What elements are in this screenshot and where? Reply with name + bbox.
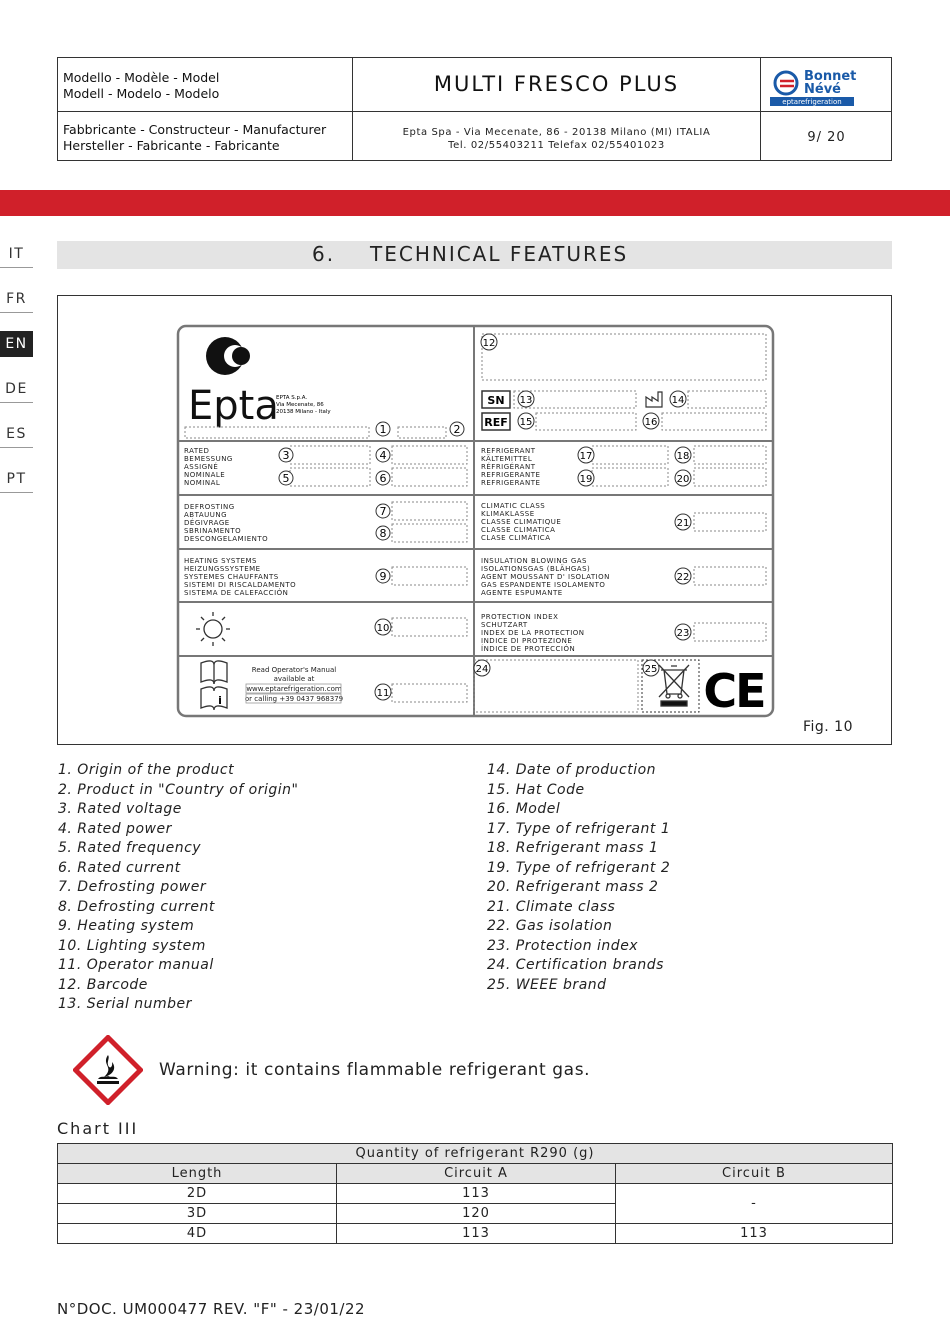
manufacturer-address — [353, 126, 760, 152]
callout-23 — [675, 624, 691, 640]
figure-box — [57, 295, 892, 745]
rated-label-1: RATED — [184, 447, 210, 455]
list-item: 4. Rated power — [58, 820, 172, 837]
rated-label-5: NOMINAL — [184, 479, 221, 487]
list-item: 14. Date of production — [487, 762, 657, 778]
svg-text:12: 12 — [482, 338, 496, 349]
manual-text-4: or calling +39 0437 968379 — [244, 695, 344, 703]
svg-text:25: 25 — [644, 664, 658, 675]
address-line-2: Tel. 02/55403211 Telefax 02/55401023 — [448, 140, 665, 151]
warning-text: Warning: it contains flammable refrigerant gas. — [159, 1060, 591, 1080]
table-row — [58, 1224, 893, 1244]
callout-5 — [279, 471, 293, 485]
defrosting-label-3: DÉGIVRAGE — [184, 519, 230, 527]
section-number: 6. — [312, 242, 336, 266]
chart-title: Chart III — [57, 1119, 139, 1138]
defrosting-label-1: DEFROSTING — [184, 503, 235, 511]
svg-text:2: 2 — [453, 423, 461, 436]
svg-text:i: i — [218, 694, 222, 707]
svg-text:18: 18 — [676, 451, 690, 462]
bonnet-neve-logo — [770, 62, 886, 108]
svg-text:15: 15 — [519, 417, 533, 428]
list-item: 16. Model — [487, 801, 561, 817]
climatic-label-4: CLASSE CLIMATICA — [481, 526, 556, 534]
callout-17 — [578, 447, 594, 463]
callout-22 — [675, 568, 691, 584]
heating-label-1: HEATING SYSTEMS — [184, 557, 258, 565]
list-item: 24. Certification brands — [487, 957, 664, 973]
table-row — [58, 1184, 893, 1204]
defrosting-label-2: ABTAUUNG — [184, 511, 228, 519]
table-caption-row — [58, 1144, 893, 1164]
insulation-label-4: GAS ESPANDENTE ISOLAMENTO — [481, 581, 606, 589]
header-length: Length — [58, 1164, 337, 1184]
callout-10 — [375, 619, 391, 635]
lang-tab-fr[interactable]: FR — [0, 286, 33, 313]
heating-label-4: SISTEMI DI RISCALDAMENTO — [184, 581, 297, 589]
climatic-label-2: KLIMAKLASSE — [481, 510, 535, 518]
refrigerant-label-3: RÉFRIGÉRANT — [481, 463, 536, 471]
rating-plate-figure — [58, 296, 891, 744]
insulation-label-3: AGENT MOUSSANT D' ISOLATION — [481, 573, 610, 581]
svg-text:3: 3 — [282, 449, 290, 462]
protection-label-2: SCHUTZART — [481, 621, 528, 629]
climatic-label-3: CLASSE CLIMATIQUE — [481, 518, 562, 526]
list-item: 5. Rated frequency — [58, 840, 202, 856]
insulation-label-5: AGENTE ESPUMANTE — [481, 589, 563, 597]
lang-tab-pt[interactable]: PT — [0, 466, 33, 493]
lang-tab-es[interactable]: ES — [0, 421, 33, 448]
callout-13 — [518, 391, 534, 407]
refrigerant-label-5: REFRIGERANTE — [481, 479, 541, 487]
list-item: 22. Gas isolation — [487, 918, 613, 934]
legend-right — [487, 761, 670, 995]
defrosting-label-5: DESCONGELAMIENTO — [184, 535, 269, 543]
cell-circuit-a: 120 — [337, 1204, 616, 1224]
svg-text:23: 23 — [676, 628, 690, 639]
cell-circuit-a: 113 — [337, 1224, 616, 1244]
legend-left — [58, 761, 298, 1015]
ref-label: REF — [484, 416, 508, 429]
manual-text-1: Read Operator's Manual — [251, 666, 337, 674]
list-item: 12. Barcode — [58, 976, 148, 993]
list-item: 6. Rated current — [58, 859, 181, 876]
callout-14 — [670, 391, 686, 407]
list-item: 9. Heating system — [58, 918, 195, 934]
callout-20 — [675, 470, 691, 486]
red-divider-bar — [0, 190, 950, 216]
list-item: 25. WEEE brand — [487, 976, 607, 993]
callout-19 — [578, 470, 594, 486]
defrosting-label-4: SBRINAMENTO — [184, 527, 242, 535]
cell-length: 3D — [58, 1204, 337, 1224]
section-title: TECHNICAL FEATURES — [370, 242, 629, 266]
list-item: 7. Defrosting power — [58, 879, 207, 895]
epta-address-2: Via Mecenate, 86 — [276, 402, 324, 408]
callout-15 — [518, 413, 534, 429]
heating-label-2: HEIZUNGSSYSTEME — [184, 565, 261, 573]
lang-tab-de[interactable]: DE — [0, 376, 33, 403]
callout-2 — [450, 422, 464, 436]
model-label-line-2: Modell - Modelo - Modelo — [63, 86, 220, 101]
climatic-label-5: CLASE CLIMÁTICA — [481, 534, 551, 542]
svg-text:16: 16 — [644, 417, 658, 428]
refrigerant-label-2: KÄLTEMITTEL — [481, 455, 533, 463]
svg-text:9: 9 — [379, 570, 387, 583]
climatic-label-1: CLIMATIC CLASS — [481, 502, 546, 510]
callout-18 — [675, 447, 691, 463]
document-header — [57, 57, 892, 161]
list-item: 2. Product in "Country of origin" — [58, 781, 299, 798]
list-item: 19. Type of refrigerant 2 — [487, 859, 671, 876]
ce-mark: CE — [703, 664, 765, 718]
refrigerant-table — [57, 1143, 893, 1244]
callout-8 — [376, 526, 390, 540]
callout-6 — [376, 471, 390, 485]
cell-circuit-b: 113 — [616, 1224, 893, 1244]
refrigerant-label-4: REFRIGERANTE — [481, 471, 541, 479]
list-item: 18. Refrigerant mass 1 — [487, 840, 659, 856]
list-item: 17. Type of refrigerant 1 — [487, 820, 671, 837]
manufacturer-label — [63, 122, 326, 154]
refrigerant-label-1: REFRIGERANT — [481, 447, 536, 455]
section-heading — [57, 241, 892, 269]
protection-label-4: INDICE DI PROTEZIONE — [481, 637, 573, 645]
svg-text:1: 1 — [379, 423, 387, 436]
svg-text:11: 11 — [376, 688, 390, 699]
callout-1 — [376, 422, 390, 436]
callout-12 — [481, 334, 497, 350]
sn-label: SN — [487, 394, 505, 407]
manual-text-3: www.eptarefrigeration.com — [246, 685, 342, 693]
svg-text:24: 24 — [475, 664, 489, 675]
bonnet-neve-swirl-icon — [775, 72, 797, 94]
heating-label-3: SYSTEMES CHAUFFANTS — [184, 573, 279, 581]
svg-text:8: 8 — [379, 527, 387, 540]
callout-3 — [279, 448, 293, 462]
product-name: MULTI FRESCO PLUS — [433, 72, 680, 96]
protection-label-5: ÍNDICE DE PROTECCIÓN — [481, 645, 576, 653]
list-item: 21. Climate class — [487, 898, 616, 915]
callout-25 — [643, 660, 659, 676]
epta-address-1: EPTA S.p.A. — [276, 395, 308, 401]
cell-circuit-a: 113 — [337, 1184, 616, 1204]
table-caption: Quantity of refrigerant R290 (g) — [58, 1144, 893, 1164]
lang-tab-it[interactable]: IT — [0, 241, 33, 268]
manufacturer-label-line-1: Fabbricante - Constructeur - Manufacturer — [63, 122, 327, 137]
svg-text:19: 19 — [579, 474, 593, 485]
header-circuit-a: Circuit A — [337, 1164, 616, 1184]
callout-7 — [376, 504, 390, 518]
page-number: 9/ 20 — [807, 130, 846, 145]
list-item: 3. Rated voltage — [58, 801, 182, 817]
cell-length: 2D — [58, 1184, 337, 1204]
svg-text:14: 14 — [671, 395, 685, 406]
brand-line-3: eptarefrigeration — [782, 98, 842, 106]
list-item: 1. Origin of the product — [58, 762, 235, 778]
epta-wordmark: Epta — [188, 383, 279, 429]
svg-text:6: 6 — [379, 472, 387, 485]
callout-16 — [643, 413, 659, 429]
list-item: 13. Serial number — [58, 996, 192, 1012]
list-item: 15. Hat Code — [487, 781, 585, 798]
figure-caption: Fig. 10 — [802, 719, 853, 735]
callout-4 — [376, 448, 390, 462]
address-line-1: Epta Spa - Via Mecenate, 86 - 20138 Milano (MI) ITALIA — [402, 127, 711, 138]
callout-9 — [376, 569, 390, 583]
callout-21 — [675, 514, 691, 530]
model-label — [63, 70, 219, 102]
list-item: 23. Protection index — [487, 937, 639, 954]
svg-text:13: 13 — [519, 395, 533, 406]
svg-text:4: 4 — [379, 449, 387, 462]
brand-line-2: Névé — [804, 82, 841, 97]
list-item: 11. Operator manual — [58, 957, 214, 973]
rated-label-3: ASSIGNÉ — [184, 463, 219, 471]
insulation-label-2: ISOLATIONSGAS (BLÄHGAS) — [481, 565, 591, 573]
flammable-warning-icon — [73, 1035, 143, 1105]
lang-tab-en[interactable]: EN — [0, 331, 33, 357]
protection-label-1: PROTECTION INDEX — [481, 613, 559, 621]
document-footer: N°DOC. UM000477 REV. "F" - 23/01/22 — [57, 1300, 366, 1318]
brand-line-1: Bonnet — [804, 69, 857, 84]
header-circuit-b: Circuit B — [616, 1164, 893, 1184]
svg-text:22: 22 — [676, 572, 690, 583]
insulation-label-1: INSULATION BLOWING GAS — [481, 557, 587, 565]
svg-text:10: 10 — [376, 623, 390, 634]
list-item: 20. Refrigerant mass 2 — [487, 879, 659, 895]
heating-label-5: SISTEMA DE CALEFACCIÓN — [184, 589, 289, 597]
model-label-line-1: Modello - Modèle - Model — [63, 70, 220, 85]
callout-11 — [375, 684, 391, 700]
rated-label-4: NOMINALE — [184, 471, 226, 479]
table-header-row — [58, 1164, 893, 1184]
svg-text:17: 17 — [579, 451, 593, 462]
epta-address-3: 20138 Milano - Italy — [276, 409, 331, 415]
protection-label-3: INDEX DE LA PROTECTION — [481, 629, 585, 637]
callout-24 — [474, 660, 490, 676]
svg-text:20: 20 — [676, 474, 690, 485]
svg-text:21: 21 — [676, 518, 690, 529]
rated-label-2: BEMESSUNG — [184, 455, 233, 463]
list-item: 10. Lighting system — [58, 937, 206, 954]
cell-circuit-b: - — [616, 1184, 893, 1224]
svg-text:5: 5 — [282, 472, 290, 485]
manual-text-2: available at — [273, 675, 315, 683]
list-item: 8. Defrosting current — [58, 898, 215, 915]
manufacturer-label-line-2: Hersteller - Fabricante - Fabricante — [63, 138, 280, 153]
svg-text:7: 7 — [379, 505, 387, 518]
cell-length: 4D — [58, 1224, 337, 1244]
